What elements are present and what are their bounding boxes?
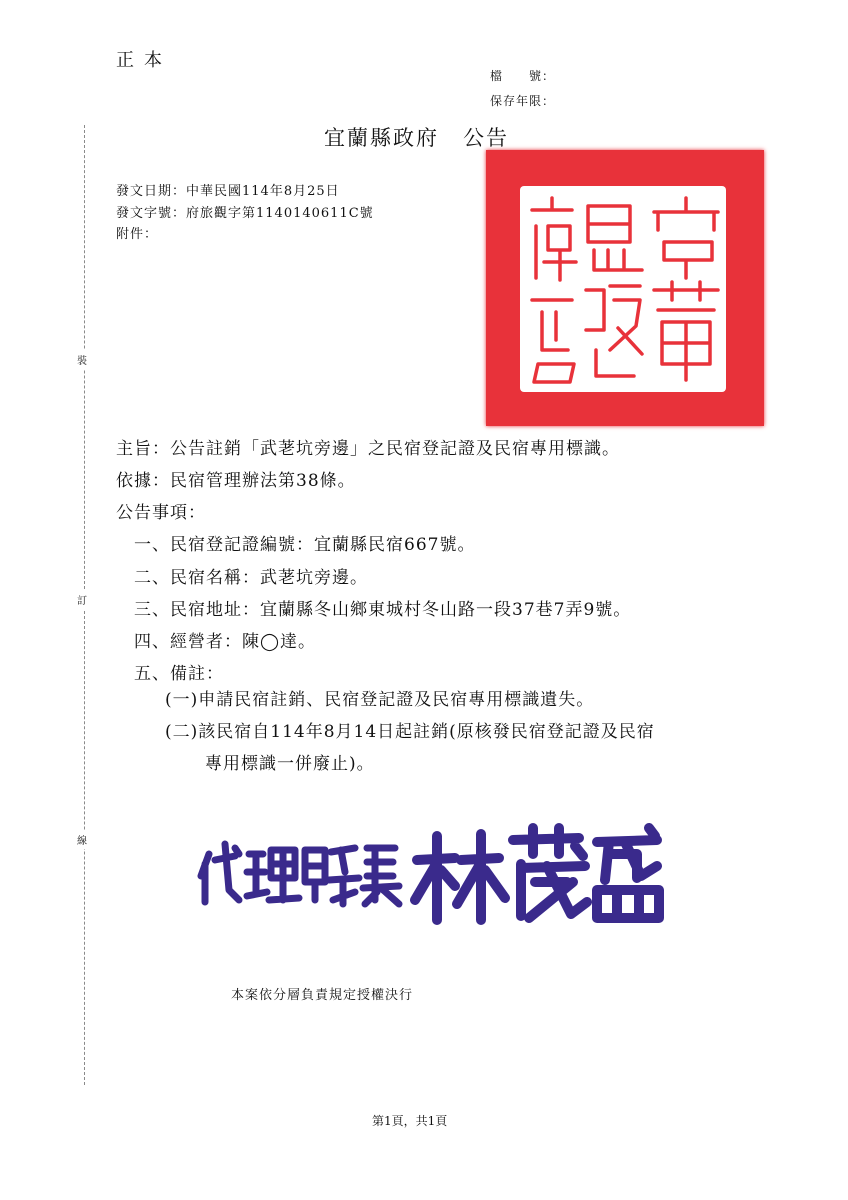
- item-remarks: 五、備註：: [134, 664, 224, 684]
- attachment: 附件：: [116, 227, 159, 242]
- delegation-note: 本案依分層負責規定授權決行: [231, 988, 414, 1003]
- signature-brush-strokes: [195, 820, 665, 930]
- signature-stamp: [195, 820, 665, 934]
- document-title: [324, 122, 509, 152]
- item-operator: 四、經營者：陳◯達。: [134, 632, 317, 652]
- subject-line: 主旨：公告註銷「武荖坑旁邊」之民宿登記證及民宿專用標識。: [116, 439, 620, 459]
- issue-reference: 發文字號：府旅觀字第1140140611C號: [116, 206, 374, 221]
- remark-two: (二)該民宿自114年8月14日起註銷(原核發民宿登記證及民宿: [165, 722, 655, 742]
- remark-two-continued: 專用標識一併廢止)。: [205, 754, 375, 774]
- document-type: 公告: [463, 126, 509, 150]
- issue-date: 發文日期：中華民國114年8月25日: [116, 184, 340, 199]
- agency-name: 宜蘭縣政府: [324, 126, 439, 150]
- binding-mark-zhuang: 裝: [77, 350, 87, 369]
- binding-mark-xian: 線: [77, 830, 87, 849]
- page-number: 第1頁，共1頁: [372, 1114, 448, 1128]
- binding-mark-ding: 訂: [77, 590, 87, 609]
- item-registration-number: 一、民宿登記證編號：宜蘭縣民宿667號。: [134, 535, 476, 555]
- basis-line: 依據：民宿管理辦法第38條。: [116, 471, 356, 491]
- file-number-label: 檔 號：: [490, 69, 556, 83]
- copy-mark: 正本: [116, 50, 172, 71]
- retention-label: 保存年限：: [490, 94, 556, 108]
- remark-one: (一)申請民宿註銷、民宿登記證及民宿專用標識遺失。: [165, 690, 595, 710]
- seal-script-strokes: [486, 150, 764, 426]
- official-seal: [486, 150, 764, 426]
- item-bnb-name: 二、民宿名稱：武荖坑旁邊。: [134, 568, 368, 588]
- items-heading: 公告事項：: [116, 503, 206, 523]
- item-bnb-address: 三、民宿地址：宜蘭縣冬山鄉東城村冬山路一段37巷7弄9號。: [134, 600, 632, 620]
